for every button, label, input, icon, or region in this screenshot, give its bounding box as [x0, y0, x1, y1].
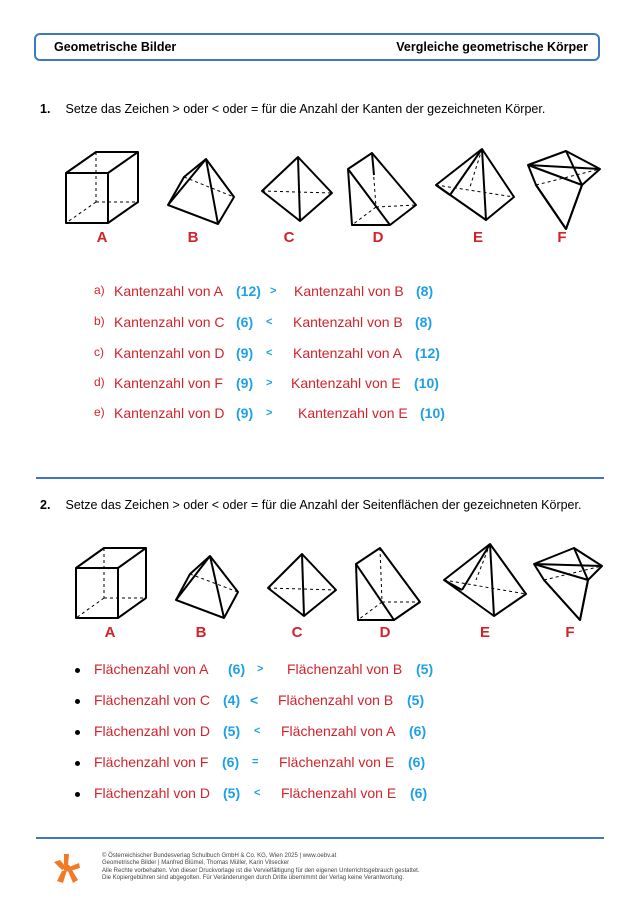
section-divider	[36, 477, 604, 479]
task-2-solid-drawings	[0, 540, 640, 625]
task-1-solid-drawings	[0, 145, 640, 235]
footer-line-1: © Österreichischer Bundesverlag Schulbuch GmbH & Co. KG, Wien 2025 | www.oebv.at	[102, 853, 337, 859]
header-right-title: Vergleiche geometrische Körper	[396, 40, 588, 54]
solid-c-tetrahedron-drawing	[268, 554, 336, 616]
left-value: (9)	[236, 405, 254, 421]
left-value: (9)	[236, 375, 254, 391]
right-value: (12)	[415, 345, 440, 361]
solid-label-f: F	[565, 624, 575, 641]
right-term: Kantenzahl von A	[293, 345, 402, 361]
solid-label-c: C	[291, 624, 303, 641]
solid-b-pyramid-drawing	[168, 159, 234, 224]
left-value: (4)	[223, 692, 241, 708]
solid-a-cube-drawing	[66, 152, 138, 223]
right-term: Flächenzahl von E	[281, 785, 397, 801]
solid-d-prism-drawing	[356, 548, 420, 620]
right-value: (5)	[416, 661, 434, 677]
right-value: (6)	[408, 754, 426, 770]
left-term: Kantenzahl von F	[114, 375, 223, 391]
right-value: (6)	[410, 785, 428, 801]
comparison-sign: >	[257, 663, 264, 675]
left-value: (6)	[236, 314, 254, 330]
right-value: (6)	[409, 723, 427, 739]
left-value: (5)	[223, 785, 241, 801]
bullet-icon	[75, 668, 80, 673]
right-term: Kantenzahl von E	[291, 375, 401, 391]
task-1-solids	[0, 145, 640, 255]
left-term: Flächenzahl von D	[94, 785, 210, 801]
left-term: Kantenzahl von D	[114, 345, 225, 361]
solid-a-cube-drawing	[76, 548, 146, 618]
task-2-heading	[40, 498, 581, 512]
task-1-number: 1.	[40, 102, 51, 116]
footer-line-3: Alle Rechte vorbehalten. Von dieser Druckvorlage ist die Vervielfältigung für den eigenen Unterrichtsgebrauch gestattet.	[102, 867, 420, 874]
solid-e-pyramid-drawing	[444, 544, 526, 616]
solid-label-c: C	[283, 229, 295, 246]
header-left-title: Geometrische Bilder	[54, 40, 177, 54]
right-term: Flächenzahl von B	[287, 661, 403, 677]
right-term: Kantenzahl von B	[294, 283, 404, 299]
solid-f-bipyramid-drawing	[534, 548, 602, 620]
comparison-sign: <	[254, 725, 261, 737]
solid-label-e: E	[479, 624, 491, 641]
comparison-sign: <	[254, 787, 261, 799]
solid-label-b: B	[195, 624, 207, 641]
bullet-icon	[75, 761, 80, 766]
footer-divider	[36, 837, 604, 839]
task-1-heading	[40, 102, 545, 116]
solid-d-prism-drawing	[348, 153, 416, 225]
row-index: c)	[94, 345, 104, 359]
left-term: Kantenzahl von D	[114, 405, 225, 421]
comparison-sign: <	[250, 692, 259, 708]
row-index: b)	[94, 314, 105, 328]
bullet-icon	[75, 730, 80, 735]
comparison-sign: >	[266, 377, 273, 389]
right-value: (10)	[414, 375, 439, 391]
bullet-icon	[75, 699, 80, 704]
solid-e-pyramid-drawing	[436, 149, 514, 220]
right-term: Flächenzahl von E	[279, 754, 395, 770]
solid-c-tetrahedron-drawing	[262, 157, 332, 221]
comparison-sign: >	[270, 285, 277, 297]
left-value: (12)	[236, 283, 261, 299]
right-term: Flächenzahl von B	[278, 692, 394, 708]
left-value: (5)	[223, 723, 241, 739]
left-term: Flächenzahl von C	[94, 692, 210, 708]
left-value: (6)	[228, 661, 246, 677]
solid-label-e: E	[472, 229, 484, 246]
right-value: (5)	[407, 692, 425, 708]
row-index: d)	[94, 375, 105, 389]
right-value: (8)	[415, 314, 433, 330]
row-index: e)	[94, 405, 105, 419]
right-term: Flächenzahl von A	[281, 723, 396, 739]
page-header	[34, 33, 600, 61]
left-term: Kantenzahl von C	[114, 314, 225, 330]
solid-b-pyramid-drawing	[176, 556, 238, 618]
row-index: a)	[94, 283, 105, 297]
footer-copyright	[102, 853, 420, 883]
task-2-text: Setze das Zeichen > oder < oder = für die Anzahl der Seitenflächen der gezeichneten Körper.	[65, 498, 582, 512]
right-value: (10)	[420, 405, 445, 421]
left-term: Flächenzahl von D	[94, 723, 210, 739]
footer-line-4: Die Kopiergebühren sind abgegolten. Für Veränderungen durch Dritte übernimmt der Verlag keine Verantwortung.	[102, 875, 405, 882]
solid-label-d: D	[372, 229, 384, 246]
solid-label-d: D	[379, 624, 391, 641]
left-value: (6)	[222, 754, 240, 770]
comparison-sign: <	[266, 347, 273, 359]
comparison-sign: >	[266, 407, 273, 419]
solid-label-a: A	[104, 624, 116, 641]
left-term: Flächenzahl von A	[94, 661, 209, 677]
solid-label-f: F	[557, 229, 567, 246]
left-term: Flächenzahl von F	[94, 754, 209, 770]
comparison-sign: =	[252, 756, 259, 768]
left-value: (9)	[236, 345, 254, 361]
right-term: Kantenzahl von B	[293, 314, 403, 330]
solid-label-b: B	[187, 229, 199, 246]
footer-line-2: Geometrische Bilder | Manfred Blümel, Thomas Müller, Karin Vilsecker	[102, 860, 290, 867]
task-1-text: Setze das Zeichen > oder < oder = für die Anzahl der Kanten der gezeichneten Körper.	[65, 102, 546, 116]
comparison-sign: <	[266, 316, 273, 328]
right-value: (8)	[416, 283, 434, 299]
solid-label-a: A	[96, 229, 108, 246]
right-term: Kantenzahl von E	[298, 405, 408, 421]
bullet-icon	[75, 792, 80, 797]
task-2-number: 2.	[40, 498, 51, 512]
task-2-solids	[0, 540, 640, 645]
publisher-logo-icon	[52, 852, 82, 886]
left-term: Kantenzahl von A	[114, 283, 223, 299]
solid-f-bipyramid-drawing	[528, 151, 600, 229]
